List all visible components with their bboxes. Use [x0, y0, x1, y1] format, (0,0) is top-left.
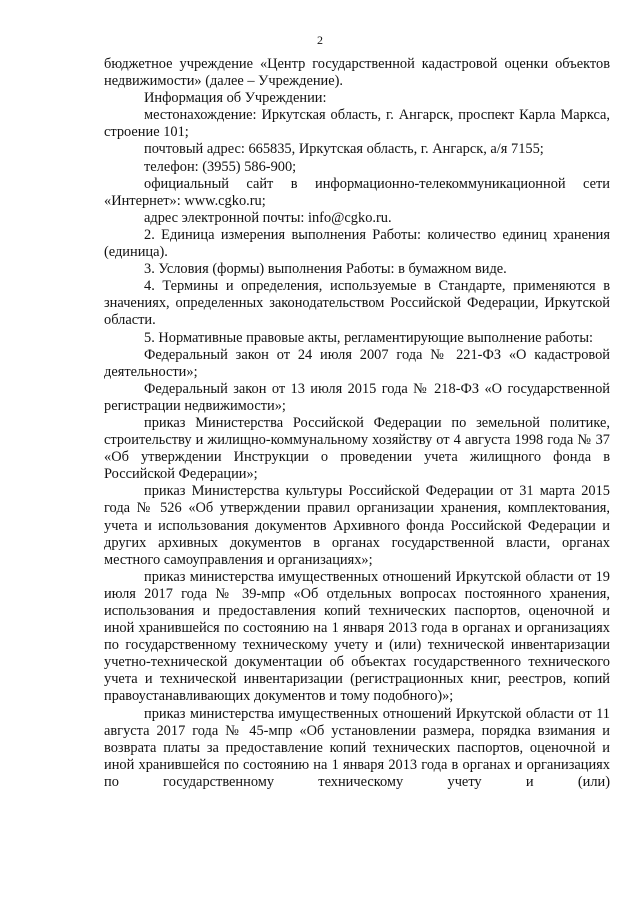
- paragraph-website: официальный сайт в информационно-телекоммуникационной сети «Интернет»: www.cgko.ru;: [104, 175, 610, 209]
- paragraph-unit-of-measure: 2. Единица измерения выполнения Работы: количество единиц хранения (единица).: [104, 226, 610, 261]
- paragraph-terms: 4. Термины и определения, используемые в Стандарте, применяются в значениях, определенных законодательством Российской Федерации, Иркутской области.: [104, 278, 610, 329]
- paragraph-postal-address: почтовый адрес: 665835, Иркутская область, г. Ангарск, а/я 7155;: [144, 141, 544, 158]
- paragraph-email: адрес электронной почты: info@cgko.ru.: [144, 209, 392, 226]
- paragraph-order-45: приказ министерства имущественных отношений Иркутской области от 11 августа 2017 года № 45-мпр «Об установлении размера, порядка взимания и возврата платы за предоставление копий технических паспортов, оценочной и иной хранившейся по состоянию на 1 января 2013 года в органах и организациях по государственному техническому учету и (или): [104, 705, 610, 790]
- paragraph-law-218: Федеральный закон от 13 июля 2015 года № 218-ФЗ «О государственной регистрации недвижимости»;: [104, 380, 610, 414]
- paragraph-location: местонахождение: Иркутская область, г. Ангарск, проспект Карла Маркса, строение 101;: [104, 107, 610, 141]
- paragraph-info-heading: Информация об Учреждении:: [144, 90, 327, 107]
- page-number: 2: [317, 33, 323, 47]
- paragraph-phone: телефон: (3955) 586-900;: [144, 158, 297, 175]
- document-body: [104, 56, 610, 791]
- paragraph-order-526: приказ Министерства культуры Российской Федерации от 31 марта 2015 года № 526 «Об утверждении правил организации хранения, комплектования, учета и использования документов Архивного фонда Российской Федерации и других архивных документов в органах государственной власти, органах местного самоуправления и организациях»;: [104, 483, 610, 568]
- paragraph-legal-acts-heading: 5. Нормативные правовые акты, регламентирующие выполнение работы:: [144, 329, 594, 346]
- paragraph-law-221: Федеральный закон от 24 июля 2007 года № 221-ФЗ «О кадастровой деятельности»;: [104, 346, 610, 380]
- paragraph-conditions: 3. Условия (формы) выполнения Работы: в бумажном виде.: [144, 261, 507, 278]
- paragraph-institution-name: бюджетное учреждение «Центр государственной кадастровой оценки объектов недвижимости» (далее – Учреждение).: [104, 56, 610, 90]
- paragraph-order-37: приказ Министерства Российской Федерации по земельной политике, строительству и жилищно-коммунальному хозяйству от 4 августа 1998 года № 37 «Об утверждении Инструкции о проведении учета жилищного фонда в Российской Федерации»;: [104, 414, 610, 483]
- paragraph-order-39: приказ министерства имущественных отношений Иркутской области от 19 июля 2017 года № 39-мпр «Об отдельных вопросах постоянного хранения, использования и предоставления копий технических паспортов, оценочной и иной хранившейся по состоянию на 1 января 2013 года в органах и организациях по государственному техническому учету и (или) технической инвентаризации учетно-технической документации об объектах государственного технического учета и технической инвентаризации (регистрационных книг, реестров, копий правоустанавливающих документов и тому подобного)»;: [104, 568, 610, 705]
